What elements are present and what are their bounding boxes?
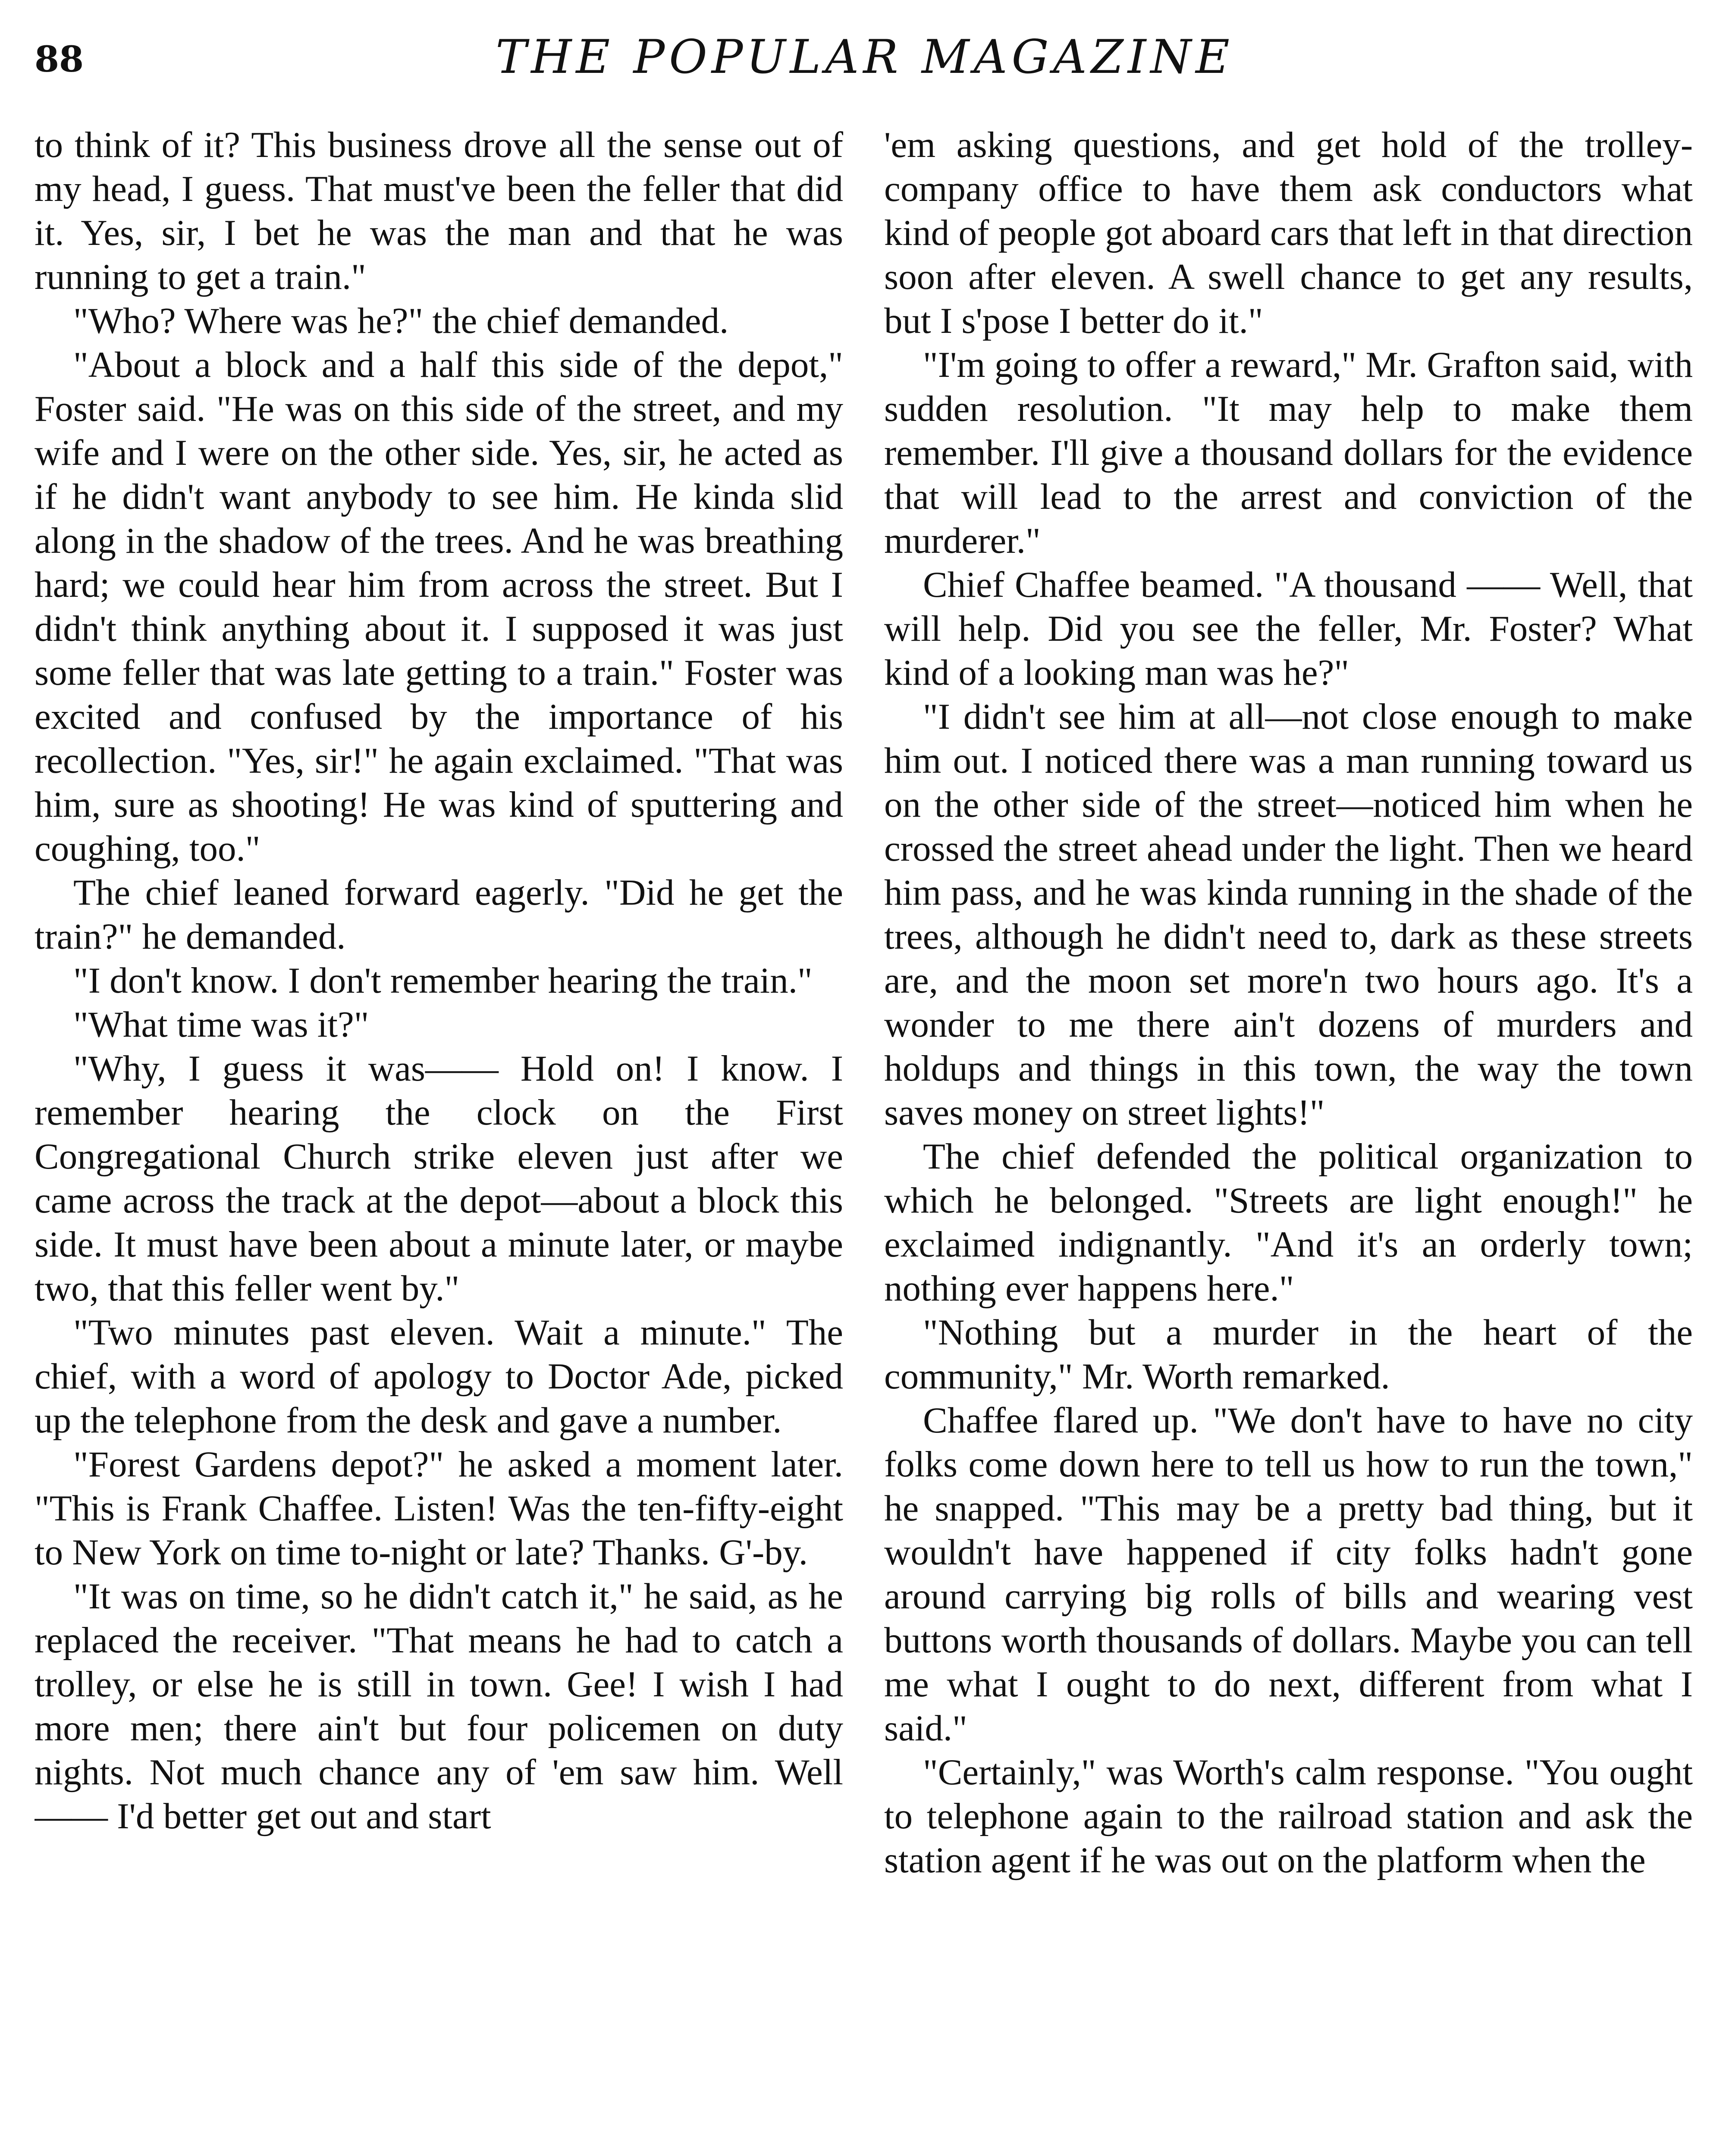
page-header [35,30,1695,95]
paragraph: "About a block and a half this side of the depot," Foster said. "He was on this side of the street, and my wife and I were on the other side. Yes, sir, he acted as if he didn't want anybody to see him. He kinda slid along in the shadow of the trees. And he was breathing hard; we could hear him from across the street. But I didn't think anything about it. I supposed it was just some feller that was late getting to a train." Foster was excited and confused by the importance of his recollection. "Yes, sir!" he again exclaimed. "That was him, sure as shooting! He was kind of sputtering and coughing, too." [35,345,843,869]
paragraph: "I didn't see him at all—not close enough to make him out. I noticed there was a man running toward us on the other side of the street—noticed him when he crossed the street ahead under the light. Then we heard him pass, and he was kinda running in the shade of the trees, although he didn't need to, dark as these streets are, and the moon set more'n two hours ago. It's a wonder to me there ain't dozens of murders and holdups and things in this town, the way the town saves money on street lights!" [884,696,1693,1133]
paragraph: "Why, I guess it was—— Hold on! I know. I remember hearing the clock on the First Congregational Church strike eleven just after we came across the track at the depot—about a block this side. It must have been about a minute later, or maybe two, that this feller went by." [35,1048,843,1309]
paragraph: "Two minutes past eleven. Wait a minute." The chief, with a word of apology to Doctor Ade, picked up the telephone from the desk and gave a number. [35,1312,843,1441]
paragraph: to think of it? This business drove all the sense out of my head, I guess. That must've been the feller that did it. Yes, sir, I bet he was the man and that he was running to get a train." [35,125,843,297]
paragraph: "It was on time, so he didn't catch it," he said, as he replaced the receiver. "That means he had to catch a trolley, or else he is still in town. Gee! I wish I had more men; there ain't but four policemen on duty nights. Not much chance any of 'em saw him. Well—— I'd better get out and start [35,1576,843,1836]
paragraph: The chief leaned forward eagerly. "Did he get the train?" he demanded. [35,872,843,957]
paragraph: "Who? Where was he?" the chief demanded. [73,301,729,341]
page-number: 88 [35,39,84,80]
paragraph: 'em asking questions, and get hold of the trolley-company office to have them ask conductors what kind of people got aboard cars that left in that direction soon after eleven. A swell chance to get any results, but I s'pose I better do it." [884,125,1693,341]
paragraph: Chief Chaffee beamed. "A thousand —— Well, that will help. Did you see the feller, Mr. Foster? What kind of a looking man was he?" [884,564,1693,693]
paragraph: "Certainly," was Worth's calm response. "You ought to telephone again to the railroad station and ask the station agent if he was out on the platform when the [884,1752,1693,1880]
paragraph: The chief defended the political organization to which he belonged. "Streets are light enough!" he exclaimed indignantly. "And it's an orderly town; nothing ever happens here." [884,1136,1693,1309]
paragraph: "Forest Gardens depot?" he asked a moment later. "This is Frank Chaffee. Listen! Was the ten-fifty-eight to New York on time to-night or late? Thanks. G'-by. [35,1444,843,1573]
text-column-right [884,123,1693,2156]
paragraph: Chaffee flared up. "We don't have to have no city folks come down here to tell us how to run the town," he snapped. "This may be a pretty bad thing, but it wouldn't have happened if city folks hadn't gone around carrying big rolls of bills and wearing vest buttons worth thousands of dollars. Maybe you can tell me what I ought to do next, different from what I said." [884,1400,1693,1749]
paragraph: "I don't know. I don't remember hearing the train." [73,960,813,1001]
paragraph: "Nothing but a murder in the heart of the community," Mr. Worth remarked. [884,1312,1693,1397]
magazine-title: THE POPULAR MAGAZINE [496,30,1234,84]
paragraph: "I'm going to offer a reward," Mr. Grafton said, with sudden resolution. "It may help to make them remember. I'll give a thousand dollars for the evidence that will lead to the arrest and conviction of the murderer." [884,345,1693,561]
text-column-left [35,123,843,2156]
paragraph: "What time was it?" [73,1004,369,1045]
